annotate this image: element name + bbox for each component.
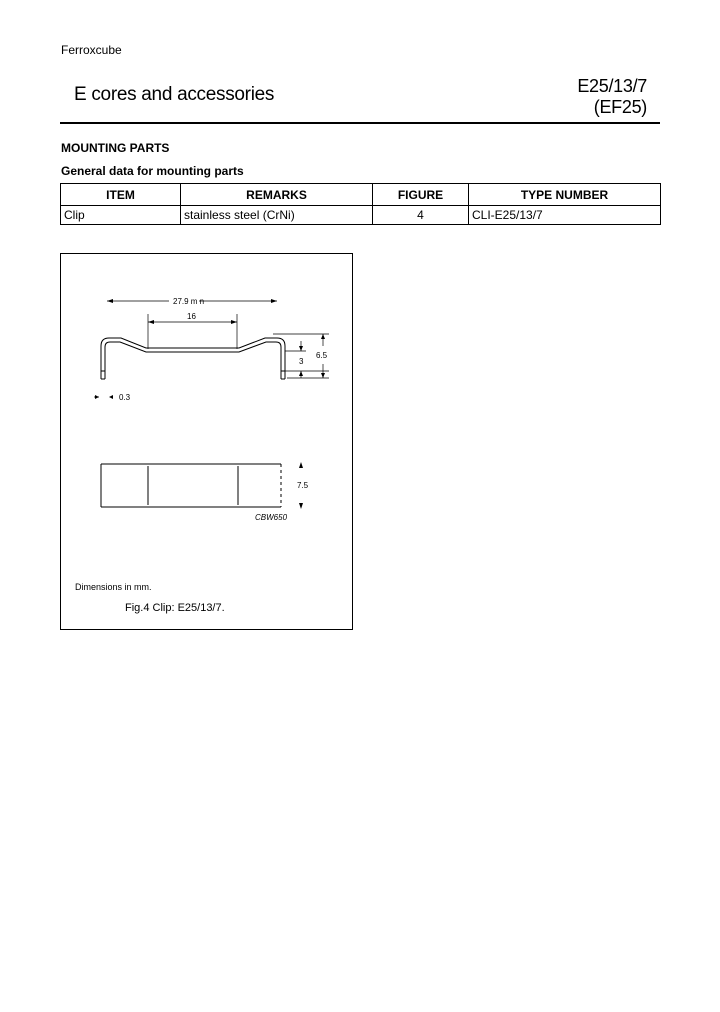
column-header-remarks: REMARKS xyxy=(181,184,373,206)
cell-figure: 4 xyxy=(373,206,469,225)
clip-drawing xyxy=(61,254,352,584)
table-header-row xyxy=(61,184,661,206)
clip-top-view xyxy=(101,464,281,507)
dim-inner-label: 16 xyxy=(187,312,196,321)
mounting-parts-table xyxy=(60,183,661,225)
dim-overall-label: 27.9 m n xyxy=(173,297,205,306)
figure-caption: Fig.4 Clip: E25/13/7. xyxy=(125,602,225,614)
column-header-item: ITEM xyxy=(61,184,181,206)
dimensions-note: Dimensions in mm. xyxy=(75,582,152,592)
dim-height-total-label: 6.5 xyxy=(316,351,328,360)
part-number: E25/13/7 xyxy=(577,76,647,96)
cell-remarks: stainless steel (CrNi) xyxy=(181,206,373,225)
table-row xyxy=(61,206,661,225)
column-header-figure: FIGURE xyxy=(373,184,469,206)
company-name: Ferroxcube xyxy=(61,43,122,57)
drawing-code: CBW650 xyxy=(255,513,288,522)
column-header-type-number: TYPE NUMBER xyxy=(469,184,661,206)
section-title: MOUNTING PARTS xyxy=(61,141,170,155)
dim-thickness-label: 0.3 xyxy=(119,393,131,402)
thickness-dimension xyxy=(94,395,113,399)
cell-type-number: CLI-E25/13/7 xyxy=(469,206,661,225)
table-title: General data for mounting parts xyxy=(61,164,244,178)
dim-width-label: 7.5 xyxy=(297,481,309,490)
dim-height-small-label: 3 xyxy=(299,357,304,366)
document-title: E cores and accessories xyxy=(74,84,275,105)
header-divider xyxy=(60,122,660,124)
figure-frame xyxy=(60,253,353,630)
cell-item: Clip xyxy=(61,206,181,225)
clip-side-view xyxy=(101,338,285,379)
part-alias: (EF25) xyxy=(593,97,647,117)
